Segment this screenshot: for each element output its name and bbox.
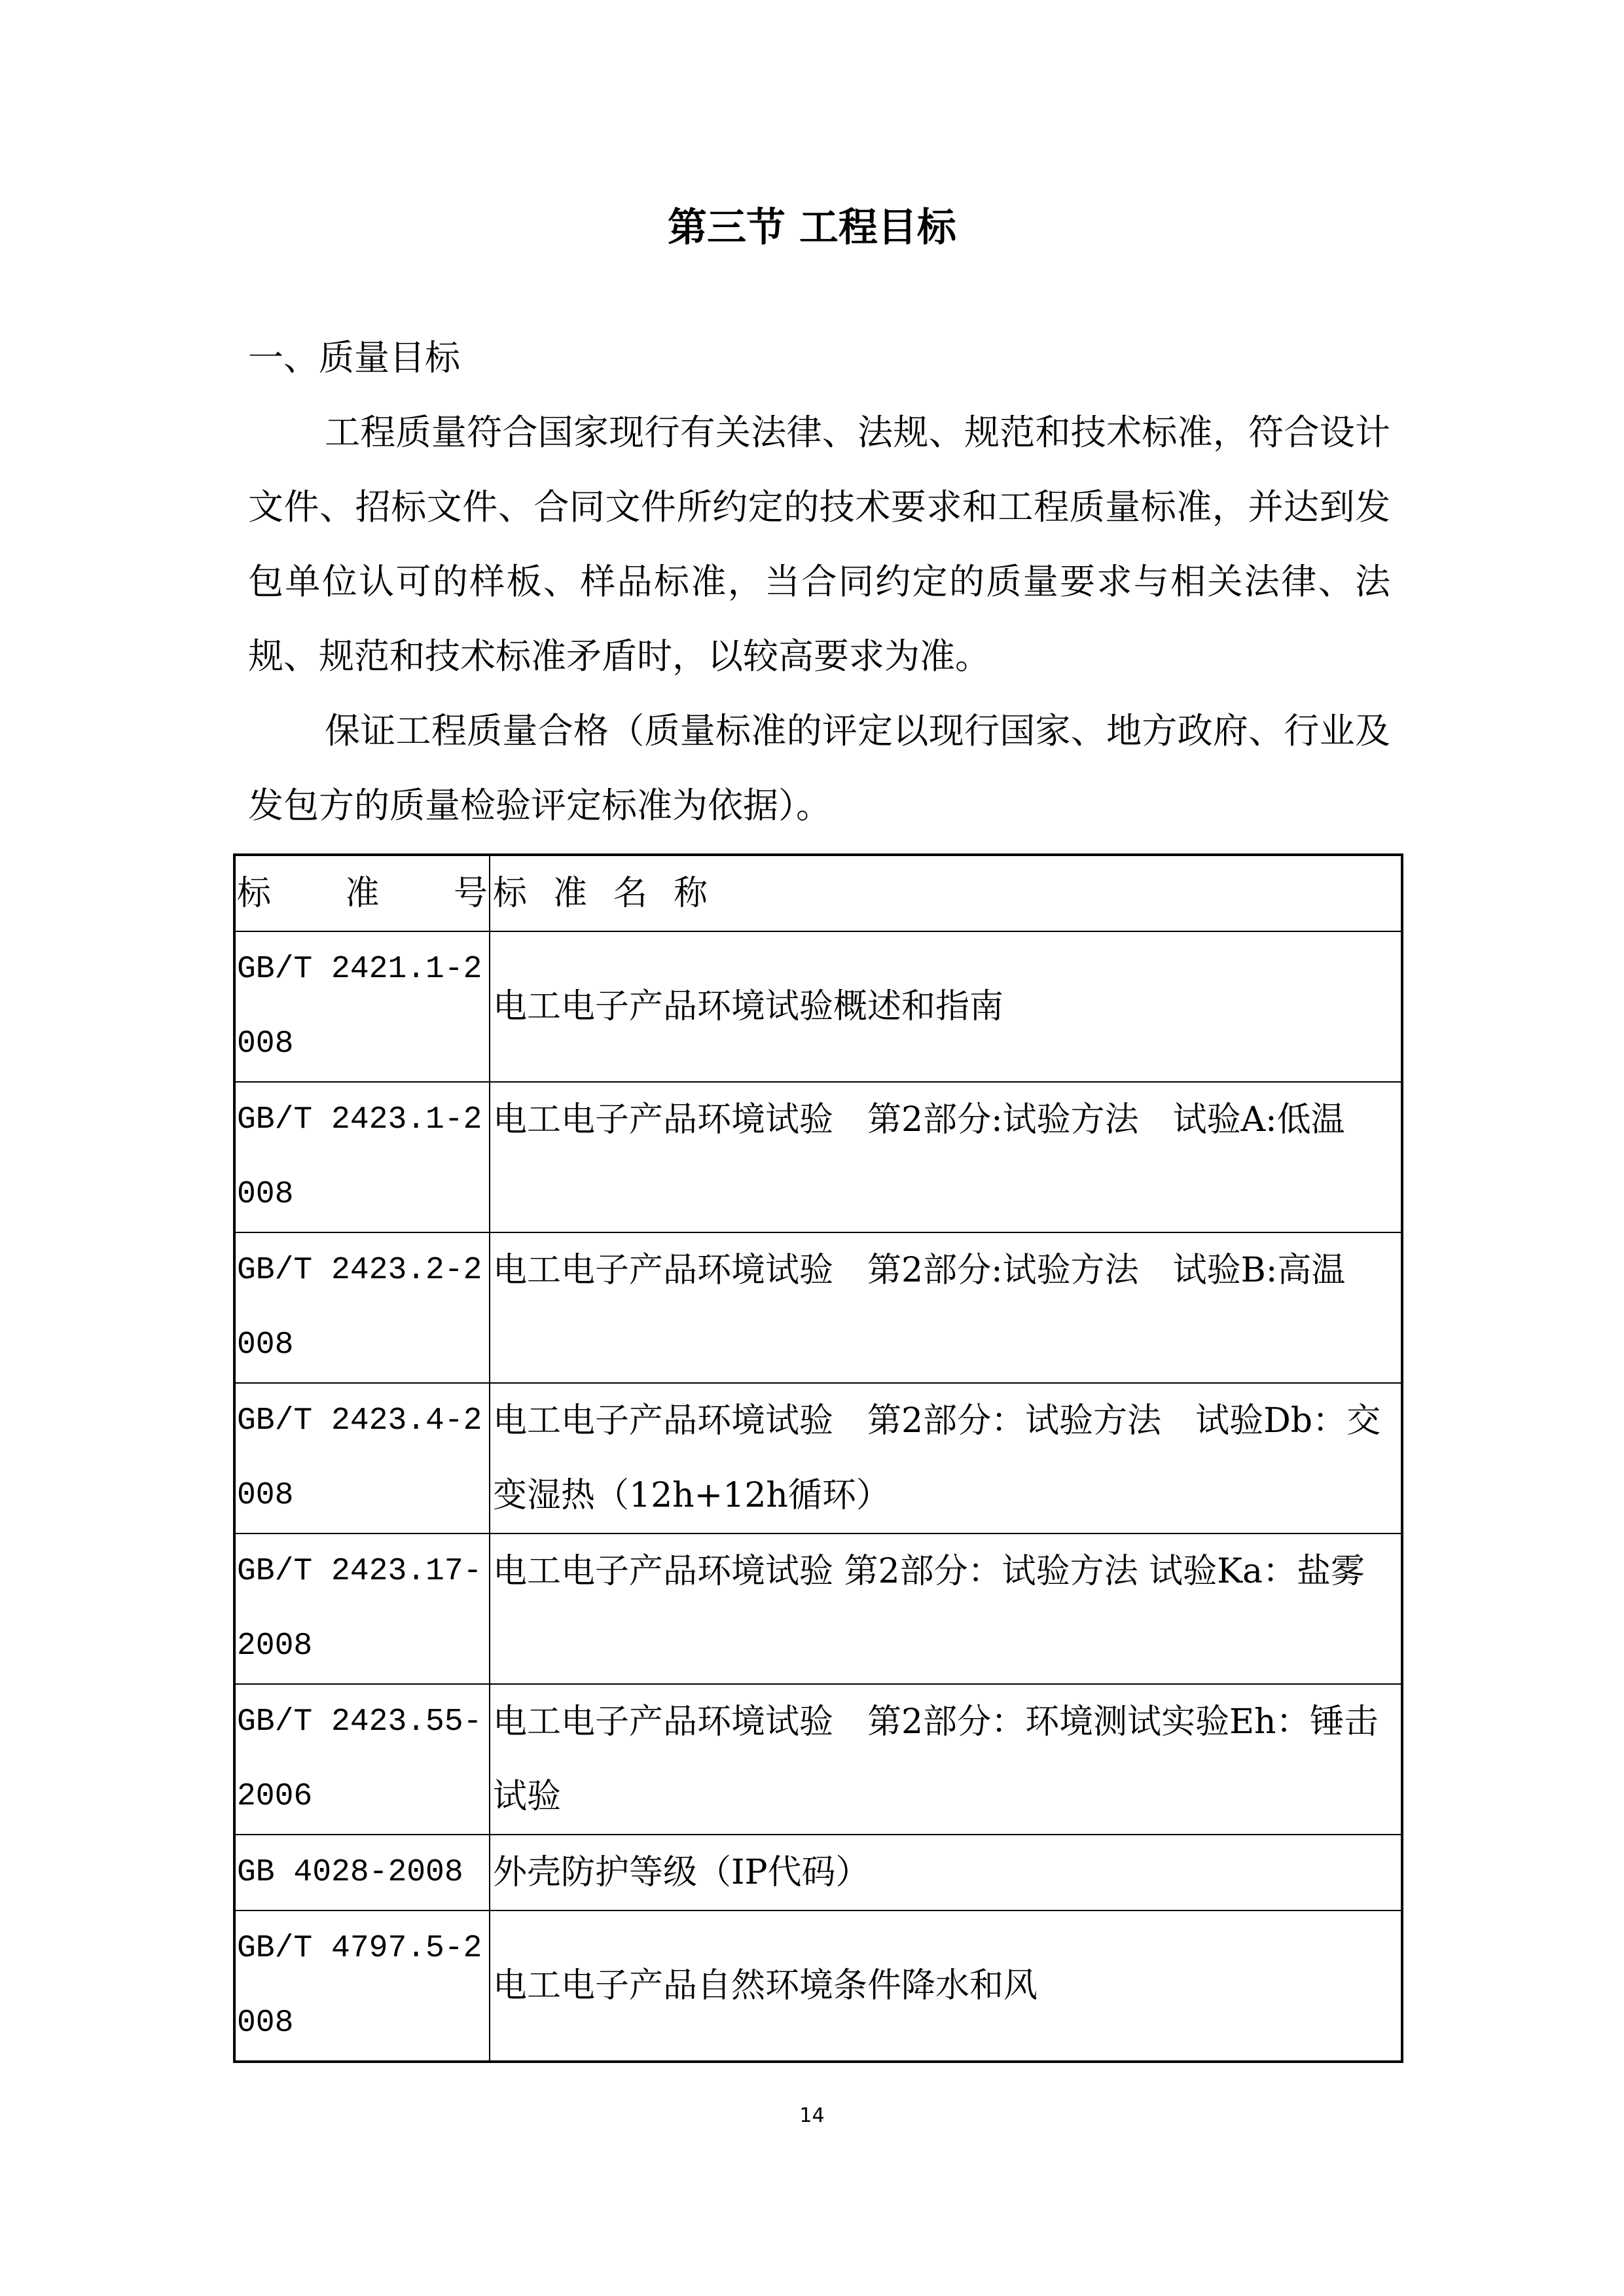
standard-name: 电工电子产品自然环境条件降水和风 bbox=[490, 1910, 1402, 2062]
standard-code: GB/T 2423.1-2008 bbox=[234, 1082, 490, 1232]
table-row bbox=[234, 1835, 1402, 1910]
header-char: 准 bbox=[345, 874, 380, 913]
standard-code: GB/T 2423.2-2008 bbox=[234, 1232, 490, 1383]
standard-name: 电工电子产品环境试验 第2部分：环境测试实验Eh：锤击试验 bbox=[490, 1684, 1402, 1835]
document-body bbox=[248, 321, 1390, 843]
table-row bbox=[234, 1082, 1402, 1232]
section-heading: 一、质量目标 bbox=[248, 337, 460, 378]
standard-name: 外壳防护等级（IP代码） bbox=[490, 1835, 1402, 1910]
table-row bbox=[234, 1684, 1402, 1835]
standard-code: GB/T 2423.17-2008 bbox=[234, 1534, 490, 1684]
standard-name: 电工电子产品环境试验 第2部分：试验方法 试验Db：交变湿热（12h+12h循环） bbox=[490, 1383, 1402, 1534]
header-standard-name: 标准名称 bbox=[490, 855, 1402, 931]
standard-name: 电工电子产品环境试验 第2部分:试验方法 试验B:高温 bbox=[490, 1232, 1402, 1383]
table-row bbox=[234, 1910, 1402, 2062]
table-row bbox=[234, 1383, 1402, 1534]
page-number: 14 bbox=[799, 2104, 825, 2127]
standard-code: GB/T 4797.5-2008 bbox=[234, 1910, 490, 2062]
standards-table bbox=[233, 853, 1403, 2063]
page-title: 第三节 工程目标 bbox=[668, 205, 956, 251]
table-row bbox=[234, 1232, 1402, 1383]
header-char: 号 bbox=[453, 874, 488, 913]
standard-code: GB/T 2423.4-2008 bbox=[234, 1383, 490, 1534]
standard-code: GB/T 2421.1-2008 bbox=[234, 931, 490, 1082]
standard-code: GB 4028-2008 bbox=[234, 1835, 490, 1910]
header-char: 标 bbox=[237, 874, 272, 913]
paragraph: 工程质量符合国家现行有关法律、法规、规范和技术标准，符合设计文件、招标文件、合同文件所约定的技术要求和工程质量标准，并达到发包单位认可的样板、样品标准，当合同约定的质量要求与相关法律、法规、规范和技术标准矛盾时，以较高要求为准。 bbox=[248, 412, 1390, 677]
standard-name: 电工电子产品环境试验 第2部分：试验方法 试验Ka：盐雾 bbox=[490, 1534, 1402, 1684]
standard-code: GB/T 2423.55-2006 bbox=[234, 1684, 490, 1835]
header-standard-number bbox=[234, 855, 490, 931]
standard-name: 电工电子产品环境试验 第2部分:试验方法 试验A:低温 bbox=[490, 1082, 1402, 1232]
table-row bbox=[234, 931, 1402, 1082]
standard-name: 电工电子产品环境试验概述和指南 bbox=[490, 931, 1402, 1082]
paragraph: 保证工程质量合格（质量标准的评定以现行国家、地方政府、行业及发包方的质量检验评定标准为依据）。 bbox=[248, 710, 1390, 826]
table-header-row bbox=[234, 855, 1402, 931]
table-row bbox=[234, 1534, 1402, 1684]
